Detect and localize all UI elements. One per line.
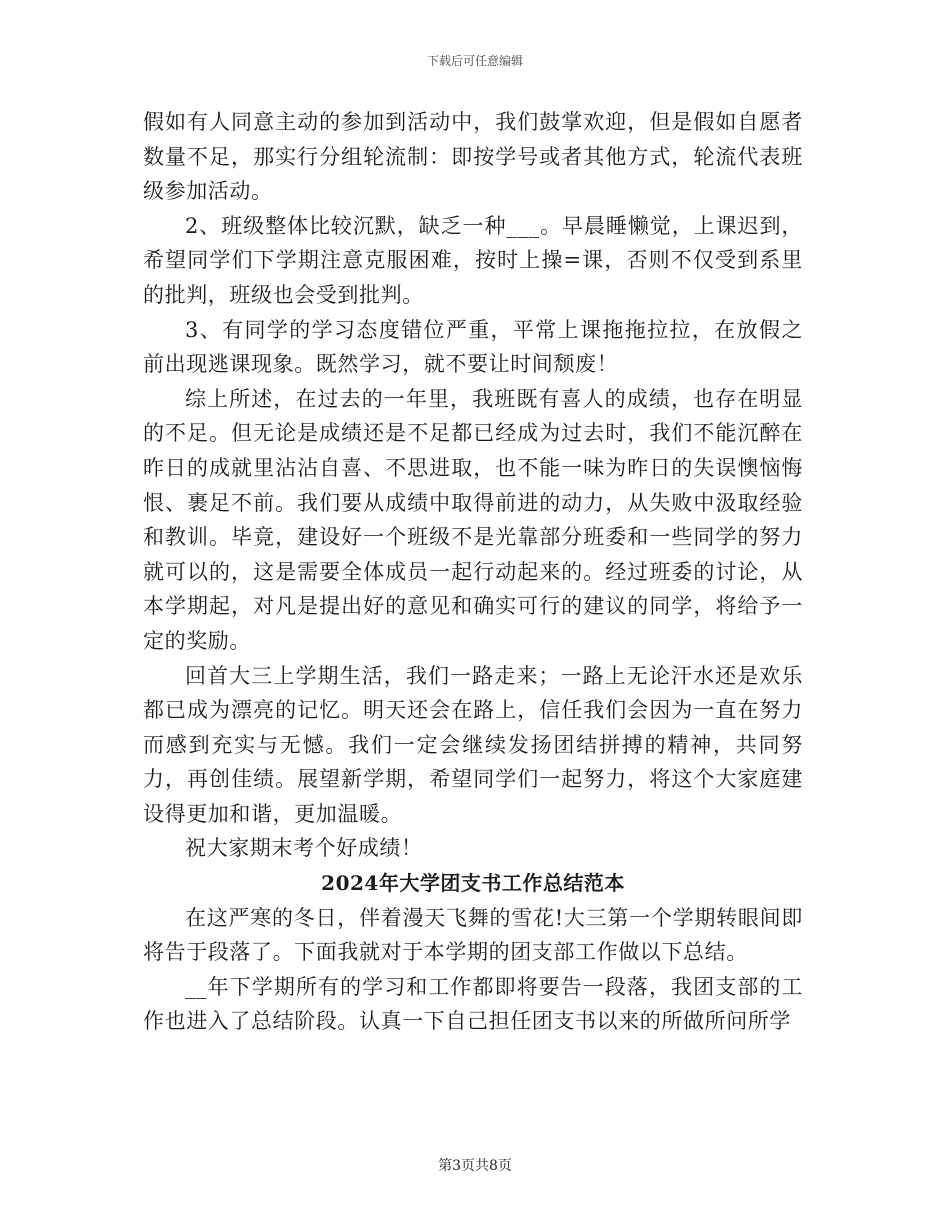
paragraph-continuation: 假如有人同意主动的参加到活动中，我们鼓掌欢迎，但是假如自愿者数量不足，那实行分组轮流制：即按学号或者其他方式，轮流代表班级参加活动。 — [143, 110, 803, 204]
paragraph-wishes: 祝大家期末考个好成绩！ — [185, 836, 423, 861]
paragraph-review: 回首大三上学期生活，我们一路走来；一路上无论汗水还是欢乐都已成为漂亮的记忆。明天还会在路上，信任我们会因为一直在努力而感到充实与无憾。我们一定会继续发扬团结拼搏的精神，共同努力，再创佳绩。展望新学期，希望同学们一起努力，将这个大家庭建设得更加和谐，更加温暖。 — [143, 663, 803, 826]
paragraph-item-3: 3、有同学的学习态度错位严重，平常上课拖拖拉拉，在放假之前出现逃课现象。既然学习，就不要让时间颓废！ — [143, 317, 803, 377]
paragraph-summary: 综上所述，在过去的一年里，我班既有喜人的成绩，也存在明显的不足。但无论是成绩还是不足都已经成为过去时，我们不能沉醉在昨日的成就里沾沾自喜、不思进取，也不能一味为昨日的失误懊恼悔恨、裹足不前。我们要从成绩中取得前进的动力，从失败中汲取经验和教训。毕竟，建设好一个班级不是光靠部分班委和一些同学的努力就可以的，这是需要全体成员一起行动起来的。经过班委的讨论，从本学期起，对凡是提出好的意见和确实可行的建议的同学，将给予一定的奖励。 — [143, 386, 803, 653]
page-number-footer: 第3页共8页 — [438, 1158, 512, 1174]
paragraph-section-intro: 在这严寒的冬日，伴着漫天飞舞的雪花!大三第一个学期转眼间即将告于段落了。下面我就对于本学期的团支部工作做以下总结。 — [143, 905, 803, 965]
paragraph-section-body: __年下学期所有的学习和工作都即将要告一段落，我团支部的工作也进入了总结阶段。认真一下自己担任团支书以来的所做所问所学 — [143, 974, 803, 1034]
page-header-note: 下载后可任意编辑 — [426, 54, 523, 68]
section-title: 2024年大学团支书工作总结范本 — [321, 871, 625, 896]
document-body — [143, 105, 803, 1039]
paragraph-item-2: 2、班级整体比较沉默，缺乏一种___。早晨睡懒觉，上课迟到，希望同学们下学期注意克服困难，按时上操=课，否则不仅受到系里的批判，班级也会受到批判。 — [143, 213, 803, 307]
